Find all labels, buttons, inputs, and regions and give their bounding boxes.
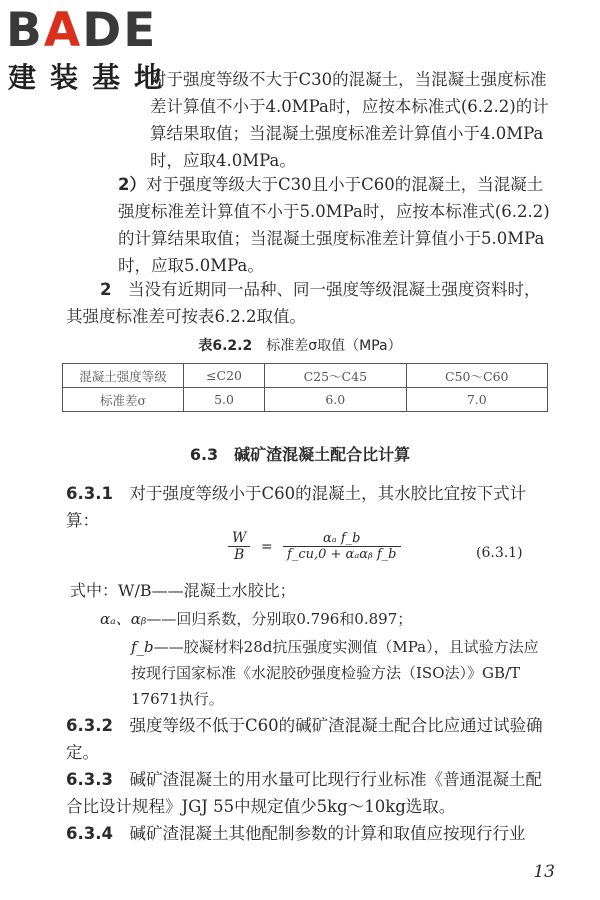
table-cell: ≤C20 [184,364,265,388]
clause-6-3-2: 6.3.2 强度等级不低于C60的碱矿渣混凝土配合比应通过试验确定。 [66,716,543,762]
table-cell: 6.0 [265,388,406,412]
definition-coefficients: αₐ、αᵦ——回归系数，分别取0.796和0.897； [100,610,413,628]
table-cell: C50～C60 [406,364,547,388]
table-cell: 5.0 [184,388,265,412]
table-cell: 标准差σ [63,388,184,412]
clause-6-3-1: 6.3.1 对于强度等级小于C60的混凝土，其水胶比宜按下式计算： [66,484,527,530]
table-row [63,388,548,412]
paragraph-item-2: 2）对于强度等级大于C30且小于C60的混凝土，当混凝土强度标准差计算值不小于5.0MPa时，应按本标准式(6.2.2)的计算结果取值；当混凝土强度标准差计算值小于5.0MPa时，应取5.0MPa。 [118,175,550,275]
table-cell: C25～C45 [265,364,406,388]
table-cell: 混凝土强度等级 [63,364,184,388]
table-header-row [63,364,548,388]
formula-6-3-1: $\frac{W}{B}$ = $\frac{\text{αₐ f\_b}}{\text{f\_cu,0 + αₐαᵦ f\_b}}$ [228,530,401,563]
page-number: 13 [533,862,555,882]
paragraph-item-1: 对于强度等级不大于C30的混凝土，当混凝土强度标准差计算值不小于4.0MPa时，应按本标准式(6.2.2)的计算结果取值；当混凝土强度标准差计算值小于4.0MPa时，应取4.0MPa。 [150,70,549,170]
definition-head: 式中：W/B——混凝土水胶比； [70,581,296,600]
standard-deviation-table [62,363,548,412]
clause-6-3-4: 6.3.4 碱矿渣混凝土其他配制参数的计算和取值应按现行行业 [66,824,526,843]
logo-wordmark: BADE [6,3,158,58]
equation-number: (6.3.1) [476,545,523,561]
clause-6-3-3: 6.3.3 碱矿渣混凝土的用水量可比现行行业标准《普通混凝土配合比设计规程》JGJ 55中规定值少5kg～10kg选取。 [66,770,542,816]
definition-fb: f_b——胶凝材料28d抗压强度实测值（MPa），且试验方法应按现行国家标准《水泥胶砂强度检验方法（ISO法）》GB/T 17671执行。 [131,638,539,708]
table-cell: 7.0 [406,388,547,412]
formula-lhs: $\frac{W}{B}$ [228,530,250,563]
section-heading: 6.3 碱矿渣混凝土配合比计算 [189,445,411,464]
table-caption: 表6.2.2 标准差σ取值（MPa） [198,338,402,354]
formula-rhs: $\frac{\text{αₐ f\_b}}{\text{f\_cu,0 + αₐαᵦ f\_b}}$ [283,531,400,562]
logo-subtitle: 建装基地 [8,61,177,94]
paragraph-clause-2: 2 当没有近期同一品种、同一强度等级混凝土强度资料时，其强度标准差可按表6.2.2取值。 [66,280,541,326]
